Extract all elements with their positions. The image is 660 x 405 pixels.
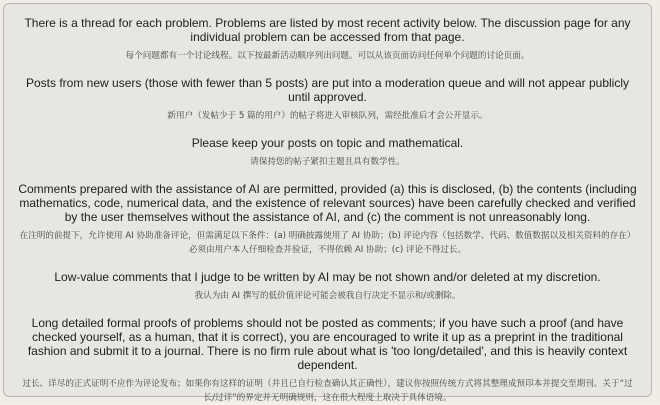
- guideline-moderation-en: Posts from new users (those with fewer than 5 posts) are put into a moderation queue and will not appear publicly until approved.: [26, 76, 629, 104]
- guideline-ai-assistance-zh: 在注明的前提下，允许使用 AI 协助准备评论，但需满足以下条件：(a) 明确披露使用了 AI 协助；(b) 评论内容（包括数学、代码、数值数据以及相关资料的存在）必须由用户本人仔细检查并验证，不得依赖 AI 协助；(c) 评论不得过长。: [19, 231, 636, 255]
- guideline-low-value-ai-zh: 我认为由 AI 撰写的低价值评论可能会被我自行决定不显示和/或删除。: [194, 291, 461, 301]
- guideline-moderation: [18, 76, 637, 123]
- guideline-moderation-zh: 新用户（发帖少于 5 篇的用户）的帖子将进入审核队列，需经批准后才会公开显示。: [167, 111, 488, 121]
- guideline-long-proofs-zh: 过长、详尽的正式证明不应作为评论发布；如果你有这样的证明（并且已自行检查确认其正确性），建议你按照传统方式将其整理成预印本并提交至期刊。关于“过长/过详”的界定并无明确规则，这在很大程度上取决于具体语境。: [22, 379, 633, 403]
- guideline-on-topic: [18, 136, 637, 169]
- guideline-long-proofs-en: Long detailed formal proofs of problems should not be posted as comments; if you have such a proof (and have checked yourself, as a human, that it is correct), you are encouraged to write it up as a preprint in the traditional fashion and submit it to a journal. There is no firm rule about what is 'too long/detailed', and this is heavily context dependent.: [27, 316, 628, 372]
- guideline-ai-assistance-en: Comments prepared with the assistance of AI are permitted, provided (a) this is disclosed, (b) the contents (including mathematics, code, numerical data, and the existence of relevant sources) have been carefully checked and verified by the user themselves without the assistance of AI, and (c) the comment is not unreasonably long.: [18, 182, 637, 224]
- guideline-on-topic-en: Please keep your posts on topic and mathematical.: [191, 136, 464, 150]
- guideline-threads-zh: 每个问题都有一个讨论线程。以下按最新活动顺序列出问题。可以从该页面访问任何单个问题的讨论页面。: [125, 51, 530, 61]
- guideline-low-value-ai-en: Low-value comments that I judge to be written by AI may be not shown and/or deleted at my discretion.: [54, 270, 601, 284]
- guideline-long-proofs: [18, 316, 637, 405]
- guideline-low-value-ai: [18, 270, 637, 303]
- forum-guidelines-notice: [3, 3, 652, 403]
- guideline-ai-assistance: [18, 182, 637, 257]
- guideline-on-topic-zh: 请保持您的帖子紧扣主题且具有数学性。: [250, 157, 405, 167]
- guideline-threads-en: There is a thread for each problem. Problems are listed by most recent activity below. The discussion page for any individual problem can be accessed from that page.: [24, 16, 631, 44]
- guideline-threads: [18, 16, 637, 63]
